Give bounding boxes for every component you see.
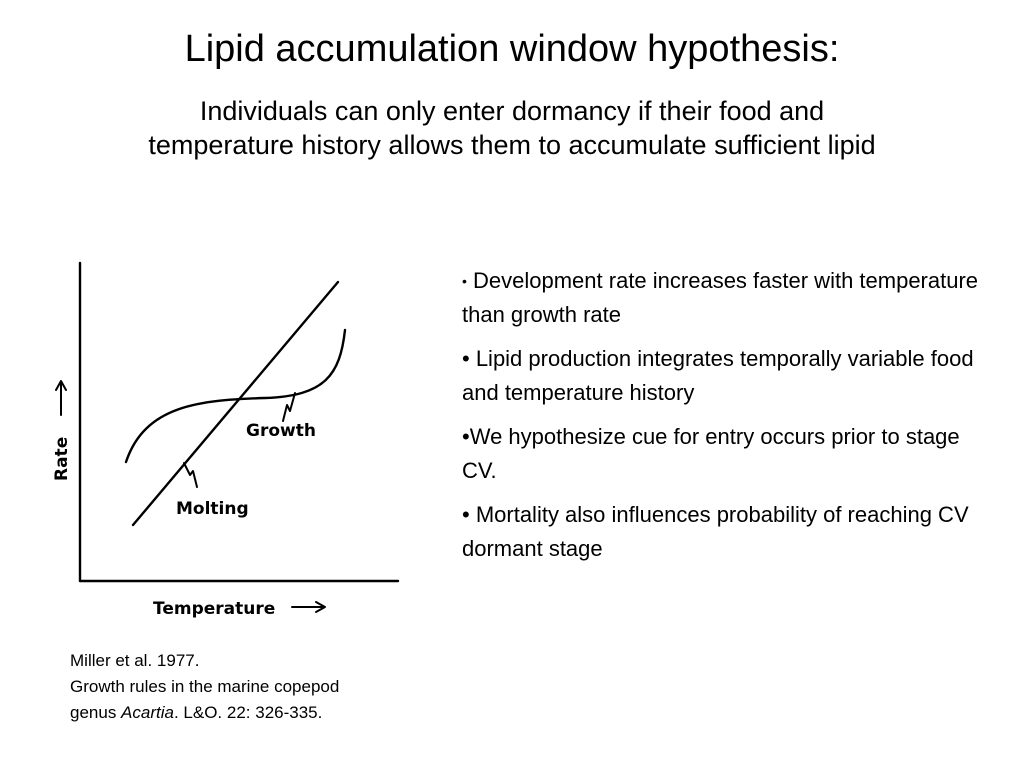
citation-line-3 [70,700,470,726]
x-axis-label: Temperature [153,599,276,619]
subtitle-line-2: temperature history allows them to accumulate sufficient lipid [148,130,876,160]
bullet-marker: • [462,273,467,289]
bullet-text: We hypothesize cue for entry occurs prior to stage CV. [462,424,960,483]
bullet-item-mortality [462,498,982,566]
figure-svg [40,255,420,635]
slide-subtitle [0,94,1024,162]
molting-line [133,282,338,525]
citation-line-1: Miller et al. 1977. [70,651,200,670]
citation-genus: Acartia [121,703,174,722]
growth-label: Growth [246,421,316,441]
subtitle-line-1: Individuals can only enter dormancy if their food and [199,96,825,126]
slide-title: Lipid accumulation window hypothesis: [184,28,840,70]
bullet-marker: • [462,424,470,449]
rate-temperature-figure [40,255,420,635]
bullet-list [462,264,982,576]
molting-label: Molting [176,499,249,519]
bullet-item-development [462,264,982,332]
bullet-text: Development rate increases faster with temperature than growth rate [462,268,979,327]
bullet-text: Lipid production integrates temporally variable food and temperature history [462,346,974,405]
bullet-marker: • [462,502,470,527]
bullet-item-lipid [462,342,982,410]
growth-curve [126,330,345,462]
citation-prefix: genus [70,703,122,722]
citation-suffix: . L&O. 22: 326-335. [173,703,323,722]
citation [70,648,470,726]
bullet-item-hypothesis [462,420,982,488]
bullet-text: Mortality also influences probability of reaching CV dormant stage [462,502,969,561]
bullet-marker: • [462,346,470,371]
y-axis-label: Rate [52,436,72,481]
citation-line-2: Growth rules in the marine copepod [70,677,340,696]
molting-pointer [184,463,197,487]
